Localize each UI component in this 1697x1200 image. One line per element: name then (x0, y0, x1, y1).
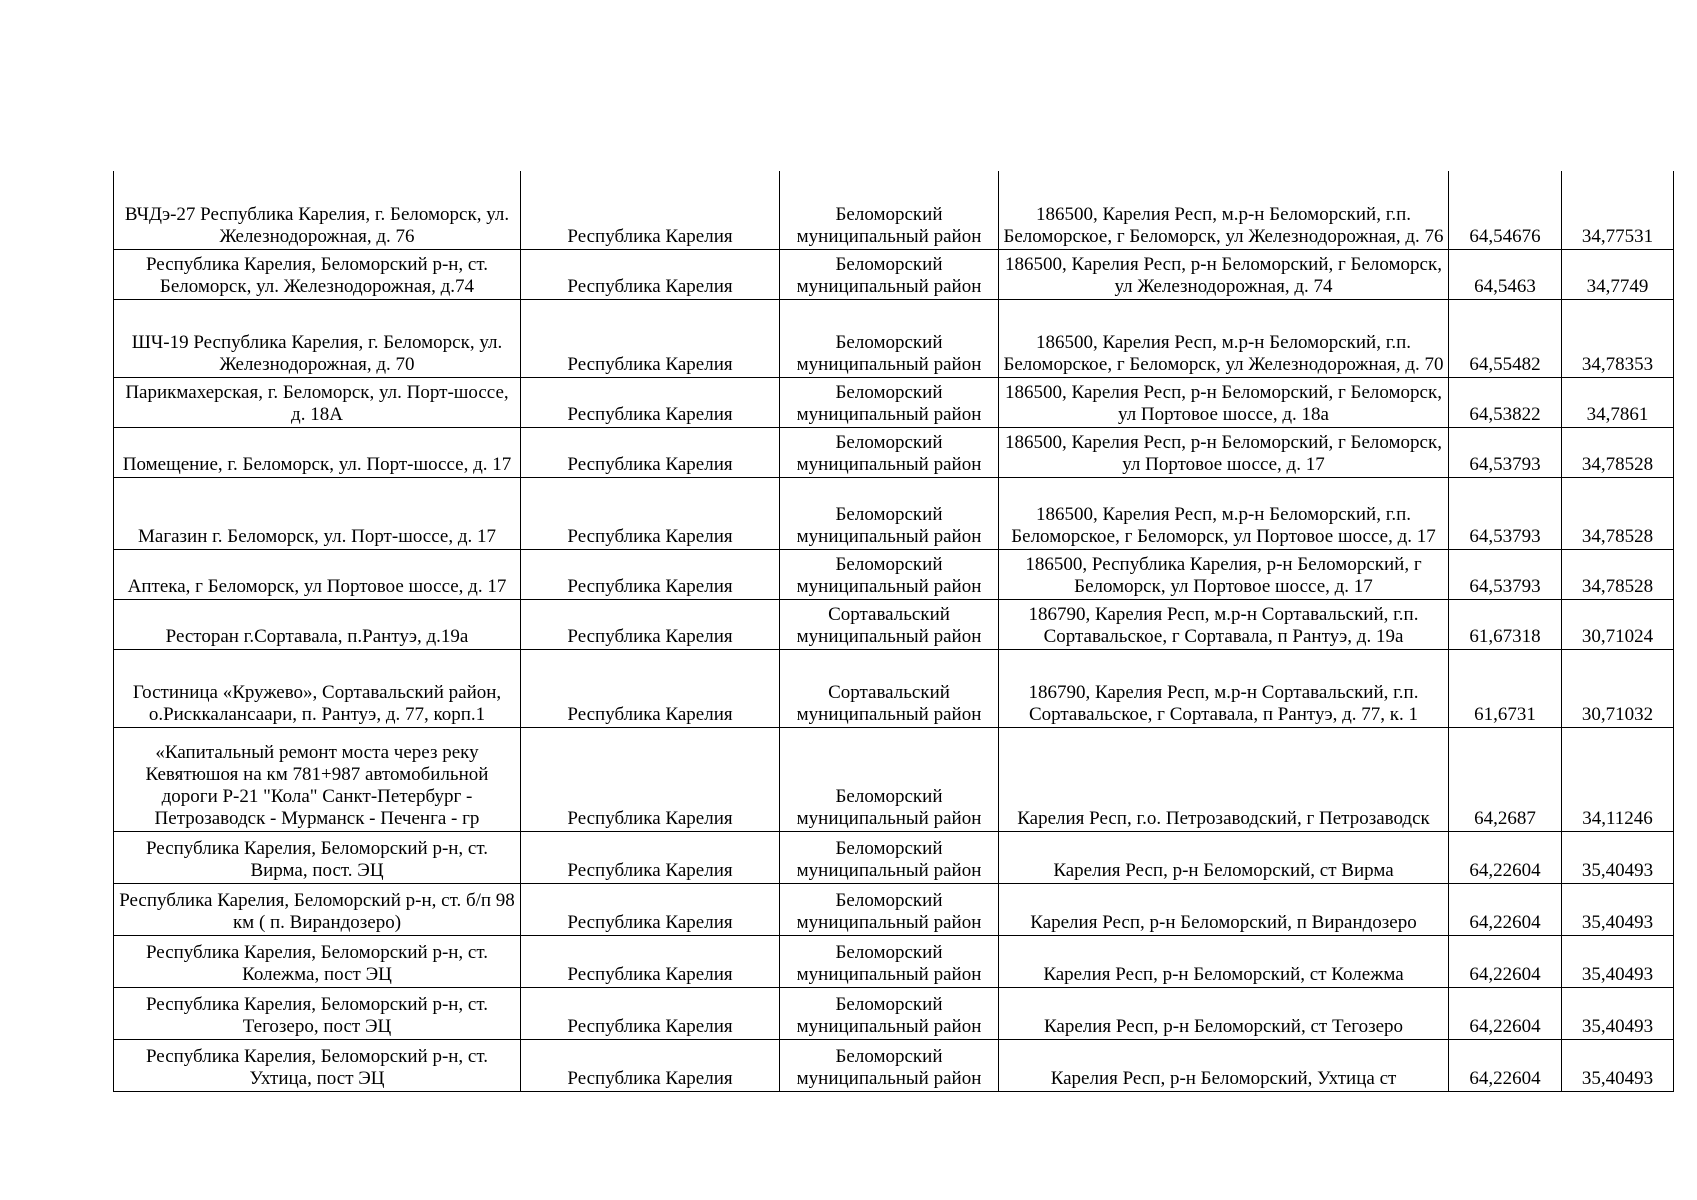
district-cell: Беломорский муниципальный район (780, 549, 999, 599)
table-row (114, 831, 1674, 883)
address-cell: 186500, Республика Карелия, р-н Беломорский, г Беломорск, ул Портовое шоссе, д. 17 (999, 549, 1449, 599)
region-cell: Республика Карелия (521, 249, 780, 299)
longitude-cell: 34,78528 (1562, 427, 1674, 477)
region-cell: Республика Карелия (521, 831, 780, 883)
table-row (114, 987, 1674, 1039)
address-cell: 186790, Карелия Респ, м.р-н Сортавальский, г.п. Сортавальское, г Сортавала, п Рантуэ, д. 19а (999, 599, 1449, 649)
region-cell: Республика Карелия (521, 171, 780, 249)
longitude-cell: 30,71032 (1562, 649, 1674, 727)
district-cell: Беломорский муниципальный район (780, 299, 999, 377)
region-cell: Республика Карелия (521, 427, 780, 477)
table-row (114, 477, 1674, 549)
region-cell: Республика Карелия (521, 883, 780, 935)
district-cell: Беломорский муниципальный район (780, 377, 999, 427)
table-row (114, 599, 1674, 649)
latitude-cell: 64,53793 (1449, 477, 1562, 549)
district-cell: Беломорский муниципальный район (780, 883, 999, 935)
latitude-cell: 64,22604 (1449, 831, 1562, 883)
table-row (114, 649, 1674, 727)
object-name-cell: Аптека, г Беломорск, ул Портовое шоссе, д. 17 (114, 549, 521, 599)
object-name-cell: Республика Карелия, Беломорский р-н, ст. Вирма, пост. ЭЦ (114, 831, 521, 883)
latitude-cell: 64,22604 (1449, 1039, 1562, 1091)
address-cell: 186500, Карелия Респ, р-н Беломорский, г Беломорск, ул Портовое шоссе, д. 17 (999, 427, 1449, 477)
address-cell: Карелия Респ, р-н Беломорский, Ухтица ст (999, 1039, 1449, 1091)
object-name-cell: Республика Карелия, Беломорский р-н, ст. Тегозеро, пост ЭЦ (114, 987, 521, 1039)
object-name-cell: ШЧ-19 Республика Карелия, г. Беломорск, ул. Железнодорожная, д. 70 (114, 299, 521, 377)
address-cell: 186790, Карелия Респ, м.р-н Сортавальский, г.п. Сортавальское, г Сортавала, п Рантуэ, д. 77, к. 1 (999, 649, 1449, 727)
longitude-cell: 34,78353 (1562, 299, 1674, 377)
region-cell: Республика Карелия (521, 727, 780, 831)
latitude-cell: 64,53793 (1449, 427, 1562, 477)
table-row (114, 883, 1674, 935)
object-name-cell: Гостиница «Кружево», Сортавальский район, о.Рисккалансаари, п. Рантуэ, д. 77, корп.1 (114, 649, 521, 727)
district-cell: Беломорский муниципальный район (780, 987, 999, 1039)
address-cell: Карелия Респ, г.о. Петрозаводский, г Петрозаводск (999, 727, 1449, 831)
object-name-cell: Ресторан г.Сортавала, п.Рантуэ, д.19а (114, 599, 521, 649)
district-cell: Беломорский муниципальный район (780, 727, 999, 831)
longitude-cell: 34,11246 (1562, 727, 1674, 831)
longitude-cell: 34,7861 (1562, 377, 1674, 427)
district-cell: Беломорский муниципальный район (780, 831, 999, 883)
region-cell: Республика Карелия (521, 649, 780, 727)
latitude-cell: 61,6731 (1449, 649, 1562, 727)
longitude-cell: 30,71024 (1562, 599, 1674, 649)
region-cell: Республика Карелия (521, 377, 780, 427)
address-cell: 186500, Карелия Респ, м.р-н Беломорский, г.п. Беломорское, г Беломорск, ул Портовое шоссе, д. 17 (999, 477, 1449, 549)
district-cell: Беломорский муниципальный район (780, 935, 999, 987)
table-row (114, 171, 1674, 249)
table-row (114, 377, 1674, 427)
objects-table (113, 171, 1674, 1092)
latitude-cell: 64,55482 (1449, 299, 1562, 377)
address-cell: 186500, Карелия Респ, м.р-н Беломорский, г.п. Беломорское, г Беломорск, ул Железнодорожная, д. 70 (999, 299, 1449, 377)
table-row (114, 549, 1674, 599)
latitude-cell: 64,54676 (1449, 171, 1562, 249)
longitude-cell: 35,40493 (1562, 883, 1674, 935)
table-row (114, 935, 1674, 987)
region-cell: Республика Карелия (521, 935, 780, 987)
address-cell: Карелия Респ, р-н Беломорский, ст Вирма (999, 831, 1449, 883)
district-cell: Беломорский муниципальный район (780, 1039, 999, 1091)
region-cell: Республика Карелия (521, 549, 780, 599)
region-cell: Республика Карелия (521, 1039, 780, 1091)
object-name-cell: Магазин г. Беломорск, ул. Порт-шоссе, д. 17 (114, 477, 521, 549)
object-name-cell: Республика Карелия, Беломорский р-н, ст. б/п 98 км ( п. Вирандозеро) (114, 883, 521, 935)
object-name-cell: Республика Карелия, Беломорский р-н, ст. Колежма, пост ЭЦ (114, 935, 521, 987)
table-row (114, 249, 1674, 299)
object-name-cell: Республика Карелия, Беломорский р-н, ст. Беломорск, ул. Железнодорожная, д.74 (114, 249, 521, 299)
object-name-cell: Парикмахерская, г. Беломорск, ул. Порт-шоссе, д. 18А (114, 377, 521, 427)
longitude-cell: 35,40493 (1562, 987, 1674, 1039)
latitude-cell: 64,2687 (1449, 727, 1562, 831)
longitude-cell: 35,40493 (1562, 831, 1674, 883)
district-cell: Беломорский муниципальный район (780, 477, 999, 549)
longitude-cell: 34,78528 (1562, 477, 1674, 549)
latitude-cell: 64,22604 (1449, 935, 1562, 987)
address-cell: 186500, Карелия Респ, м.р-н Беломорский, г.п. Беломорское, г Беломорск, ул Железнодорожная, д. 76 (999, 171, 1449, 249)
region-cell: Республика Карелия (521, 599, 780, 649)
longitude-cell: 34,7749 (1562, 249, 1674, 299)
table-row (114, 727, 1674, 831)
table-row (114, 427, 1674, 477)
longitude-cell: 35,40493 (1562, 1039, 1674, 1091)
longitude-cell: 34,77531 (1562, 171, 1674, 249)
latitude-cell: 64,53793 (1449, 549, 1562, 599)
region-cell: Республика Карелия (521, 987, 780, 1039)
table-body (114, 171, 1674, 1091)
region-cell: Республика Карелия (521, 477, 780, 549)
longitude-cell: 34,78528 (1562, 549, 1674, 599)
address-cell: 186500, Карелия Респ, р-н Беломорский, г Беломорск, ул Железнодорожная, д. 74 (999, 249, 1449, 299)
object-name-cell: Помещение, г. Беломорск, ул. Порт-шоссе, д. 17 (114, 427, 521, 477)
address-cell: Карелия Респ, р-н Беломорский, ст Колежма (999, 935, 1449, 987)
address-cell: Карелия Респ, р-н Беломорский, п Вирандозеро (999, 883, 1449, 935)
latitude-cell: 64,5463 (1449, 249, 1562, 299)
table-row (114, 299, 1674, 377)
object-name-cell: «Капитальный ремонт моста через реку Кевятюшоя на км 781+987 автомобильной дороги Р-21 "Кола" Санкт-Петербург - Петрозаводск - Мурманск - Печенга - гр (114, 727, 521, 831)
longitude-cell: 35,40493 (1562, 935, 1674, 987)
district-cell: Беломорский муниципальный район (780, 249, 999, 299)
object-name-cell: Республика Карелия, Беломорский р-н, ст. Ухтица, пост ЭЦ (114, 1039, 521, 1091)
table-row (114, 1039, 1674, 1091)
region-cell: Республика Карелия (521, 299, 780, 377)
district-cell: Сортавальский муниципальный район (780, 649, 999, 727)
district-cell: Беломорский муниципальный район (780, 171, 999, 249)
address-cell: 186500, Карелия Респ, р-н Беломорский, г Беломорск, ул Портовое шоссе, д. 18а (999, 377, 1449, 427)
address-cell: Карелия Респ, р-н Беломорский, ст Тегозеро (999, 987, 1449, 1039)
latitude-cell: 61,67318 (1449, 599, 1562, 649)
district-cell: Сортавальский муниципальный район (780, 599, 999, 649)
latitude-cell: 64,22604 (1449, 987, 1562, 1039)
object-name-cell: ВЧДэ-27 Республика Карелия, г. Беломорск, ул. Железнодорожная, д. 76 (114, 171, 521, 249)
latitude-cell: 64,22604 (1449, 883, 1562, 935)
latitude-cell: 64,53822 (1449, 377, 1562, 427)
district-cell: Беломорский муниципальный район (780, 427, 999, 477)
